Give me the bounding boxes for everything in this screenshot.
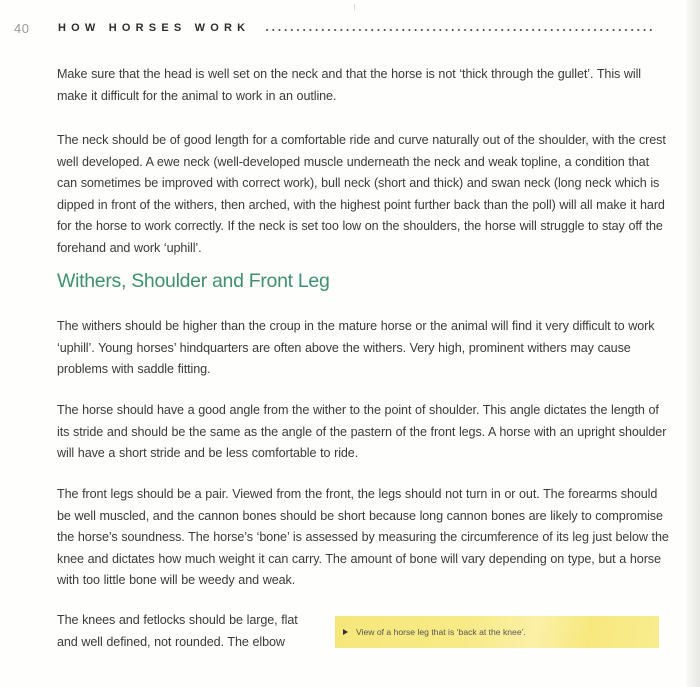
running-head [14,20,670,36]
page-edge-shadow [686,0,700,687]
paragraph-neck: The neck should be of good length for a comfortable ride and curve naturally out of the shoulder, with the crest well developed. A ewe neck (well-developed muscle underneath the neck and weak topline, a condition that can sometimes be improved with correct work), bull neck (short and thick) and swan neck (long neck which is dipped in front of the withers, then arched, with the highest point further back than the poll) will all make it hard for the horse to work correctly. If the neck is set too low on the shoulders, the horse will struggle to stay off the forehand and work ‘uphill’. [57,133,666,255]
caption-text: View of a horse leg that is ‘back at the knee’. [356,627,526,637]
triangle-right-icon [343,629,348,635]
section-heading: Withers, Shoulder and Front Leg [57,270,330,292]
paragraph-shoulder-angle: The horse should have a good angle from the wither to the point of shoulder. This angle dictates the length of its stride and should be the same as the angle of the pastern of the front legs. A horse with an upright shoulder will have a short stride and be less comfortable to ride. [57,403,667,460]
dot-leader-divider [264,29,656,31]
page-number: 40 [14,20,30,36]
figure-caption [335,616,659,648]
scan-mark [354,4,355,10]
running-title: HOW HORSES WORK [58,22,251,34]
paragraph-front-legs: The front legs should be a pair. Viewed from the front, the legs should not turn in or out. The forearms should be well muscled, and the cannon bones should be short because long cannon bones are likely to compromise the horse’s soundness. The horse’s ‘bone’ is assessed by measuring the circumference of its leg just below the knee and dictates how much weight it can carry. The amount of bone will vary depending on type, but a horse with too little bone will be weedy and weak. [57,487,669,587]
paragraph-head-set: Make sure that the head is well set on the neck and that the horse is not ‘thick through the gullet’. This will make it difficult for the animal to work in an outline. [57,67,642,103]
paragraph-withers: The withers should be higher than the croup in the mature horse or the animal will find it very difficult to work ‘uphill’. Young horses’ hindquarters are often above the withers. Very high, prominent withers may cause problems with saddle fitting. [57,319,655,376]
paragraph-knees-fetlocks: The knees and fetlocks should be large, flat and well defined, not rounded. The elbow [57,613,298,649]
